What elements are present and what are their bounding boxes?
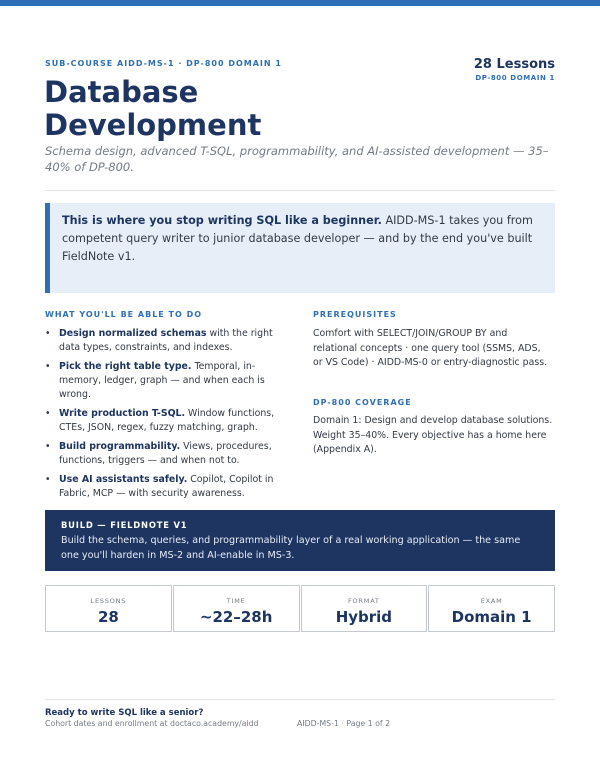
footer-heading: Ready to write SQL like a senior? [45, 708, 204, 718]
page-title: Database Development [44, 75, 262, 142]
prereq-text: Comfort with SELECT/JOIN/GROUP BY and relational concepts · one query tool (SSMS, ADS, or VS Code) · AIDD-MS-0 or entry-diagnostic pass. [313, 328, 548, 368]
lessons-count: 28 Lessons [473, 57, 555, 72]
goal-text: Temporal, in-memory, ledger, graph — and when each is wrong. [59, 361, 265, 400]
list-item [45, 407, 280, 435]
list-item [45, 440, 280, 468]
list-item [45, 473, 280, 501]
lessons-domain: DP-800 DOMAIN 1 [475, 74, 555, 82]
stat-format [301, 585, 428, 632]
stat-label: LESSONS [90, 597, 127, 605]
course-eyebrow: SUB-COURSE AIDD-MS-1 · DP-800 DOMAIN 1 [45, 59, 282, 68]
goal-bold: Write production T-SQL. [59, 408, 186, 419]
bullet-icon: • [45, 441, 51, 452]
callout-text [62, 212, 541, 266]
callout-bold: This is where you stop writing SQL like a beginner. [62, 214, 382, 227]
stat-label: FORMAT [348, 597, 380, 605]
build-text: Build the schema, queries, and programmability layer of a real working application — the same one you'll harden in MS-2 and AI-enable in MS-3. [61, 535, 521, 561]
bullet-icon: • [45, 328, 51, 339]
callout-body: AIDD-MS-1 takes you from competent query writer to junior database developer — and by the end you've built FieldNote v1. [62, 214, 533, 263]
goal-bold: Design normalized schemas [59, 328, 207, 339]
stat-value: 28 [97, 608, 119, 626]
footer-page-number: AIDD-MS-1 · Page 1 of 2 [297, 719, 391, 728]
stat-lessons [45, 585, 172, 632]
goal-bold: Use AI assistants safely. [59, 474, 188, 485]
goals-list [45, 327, 280, 506]
bullet-icon: • [45, 408, 51, 419]
page-subtitle: Schema design, advanced T-SQL, programmability, and AI-assisted development — 35–40% of DP-800. [45, 144, 549, 174]
list-item [45, 327, 280, 355]
coverage-text: Domain 1: Design and develop database solutions. Weight 35–40%. Every objective has a home here (Appendix A). [313, 415, 553, 455]
stat-exam [428, 585, 555, 632]
list-item [45, 360, 280, 402]
goals-heading: WHAT YOU'LL BE ABLE TO DO [45, 310, 203, 319]
footer-divider [45, 699, 555, 700]
goal-text: Copilot, Copilot in Fabric, MCP — with security awareness. [59, 474, 274, 499]
stats-row [45, 585, 555, 632]
goal-text: Views, procedures, functions, triggers — and when not to. [59, 441, 272, 466]
footer-enrollment: Cohort dates and enrollment at doctaco.academy/aidd [45, 719, 259, 728]
top-accent-bar [0, 0, 600, 6]
stat-label: TIME [226, 597, 246, 605]
intro-callout [45, 203, 555, 293]
stat-value: ~22–28h [199, 608, 273, 626]
stat-time [173, 585, 300, 632]
divider [45, 190, 555, 191]
build-banner [45, 510, 555, 571]
stat-value: Domain 1 [451, 608, 532, 626]
coverage-heading: DP-800 COVERAGE [313, 398, 412, 407]
goal-text: Window functions, CTEs, JSON, regex, fuzzy matching, graph. [59, 408, 275, 433]
bullet-icon: • [45, 474, 51, 485]
bullet-icon: • [45, 361, 51, 372]
stat-value: Hybrid [335, 608, 393, 626]
goal-bold: Pick the right table type. [59, 361, 192, 372]
build-heading: BUILD — FIELDNOTE V1 [61, 520, 188, 530]
goal-bold: Build programmability. [59, 441, 181, 452]
goal-text: with the right data types, constraints, and indexes. [59, 328, 273, 353]
stat-label: EXAM [480, 597, 503, 605]
prereq-heading: PREREQUISITES [313, 310, 397, 319]
